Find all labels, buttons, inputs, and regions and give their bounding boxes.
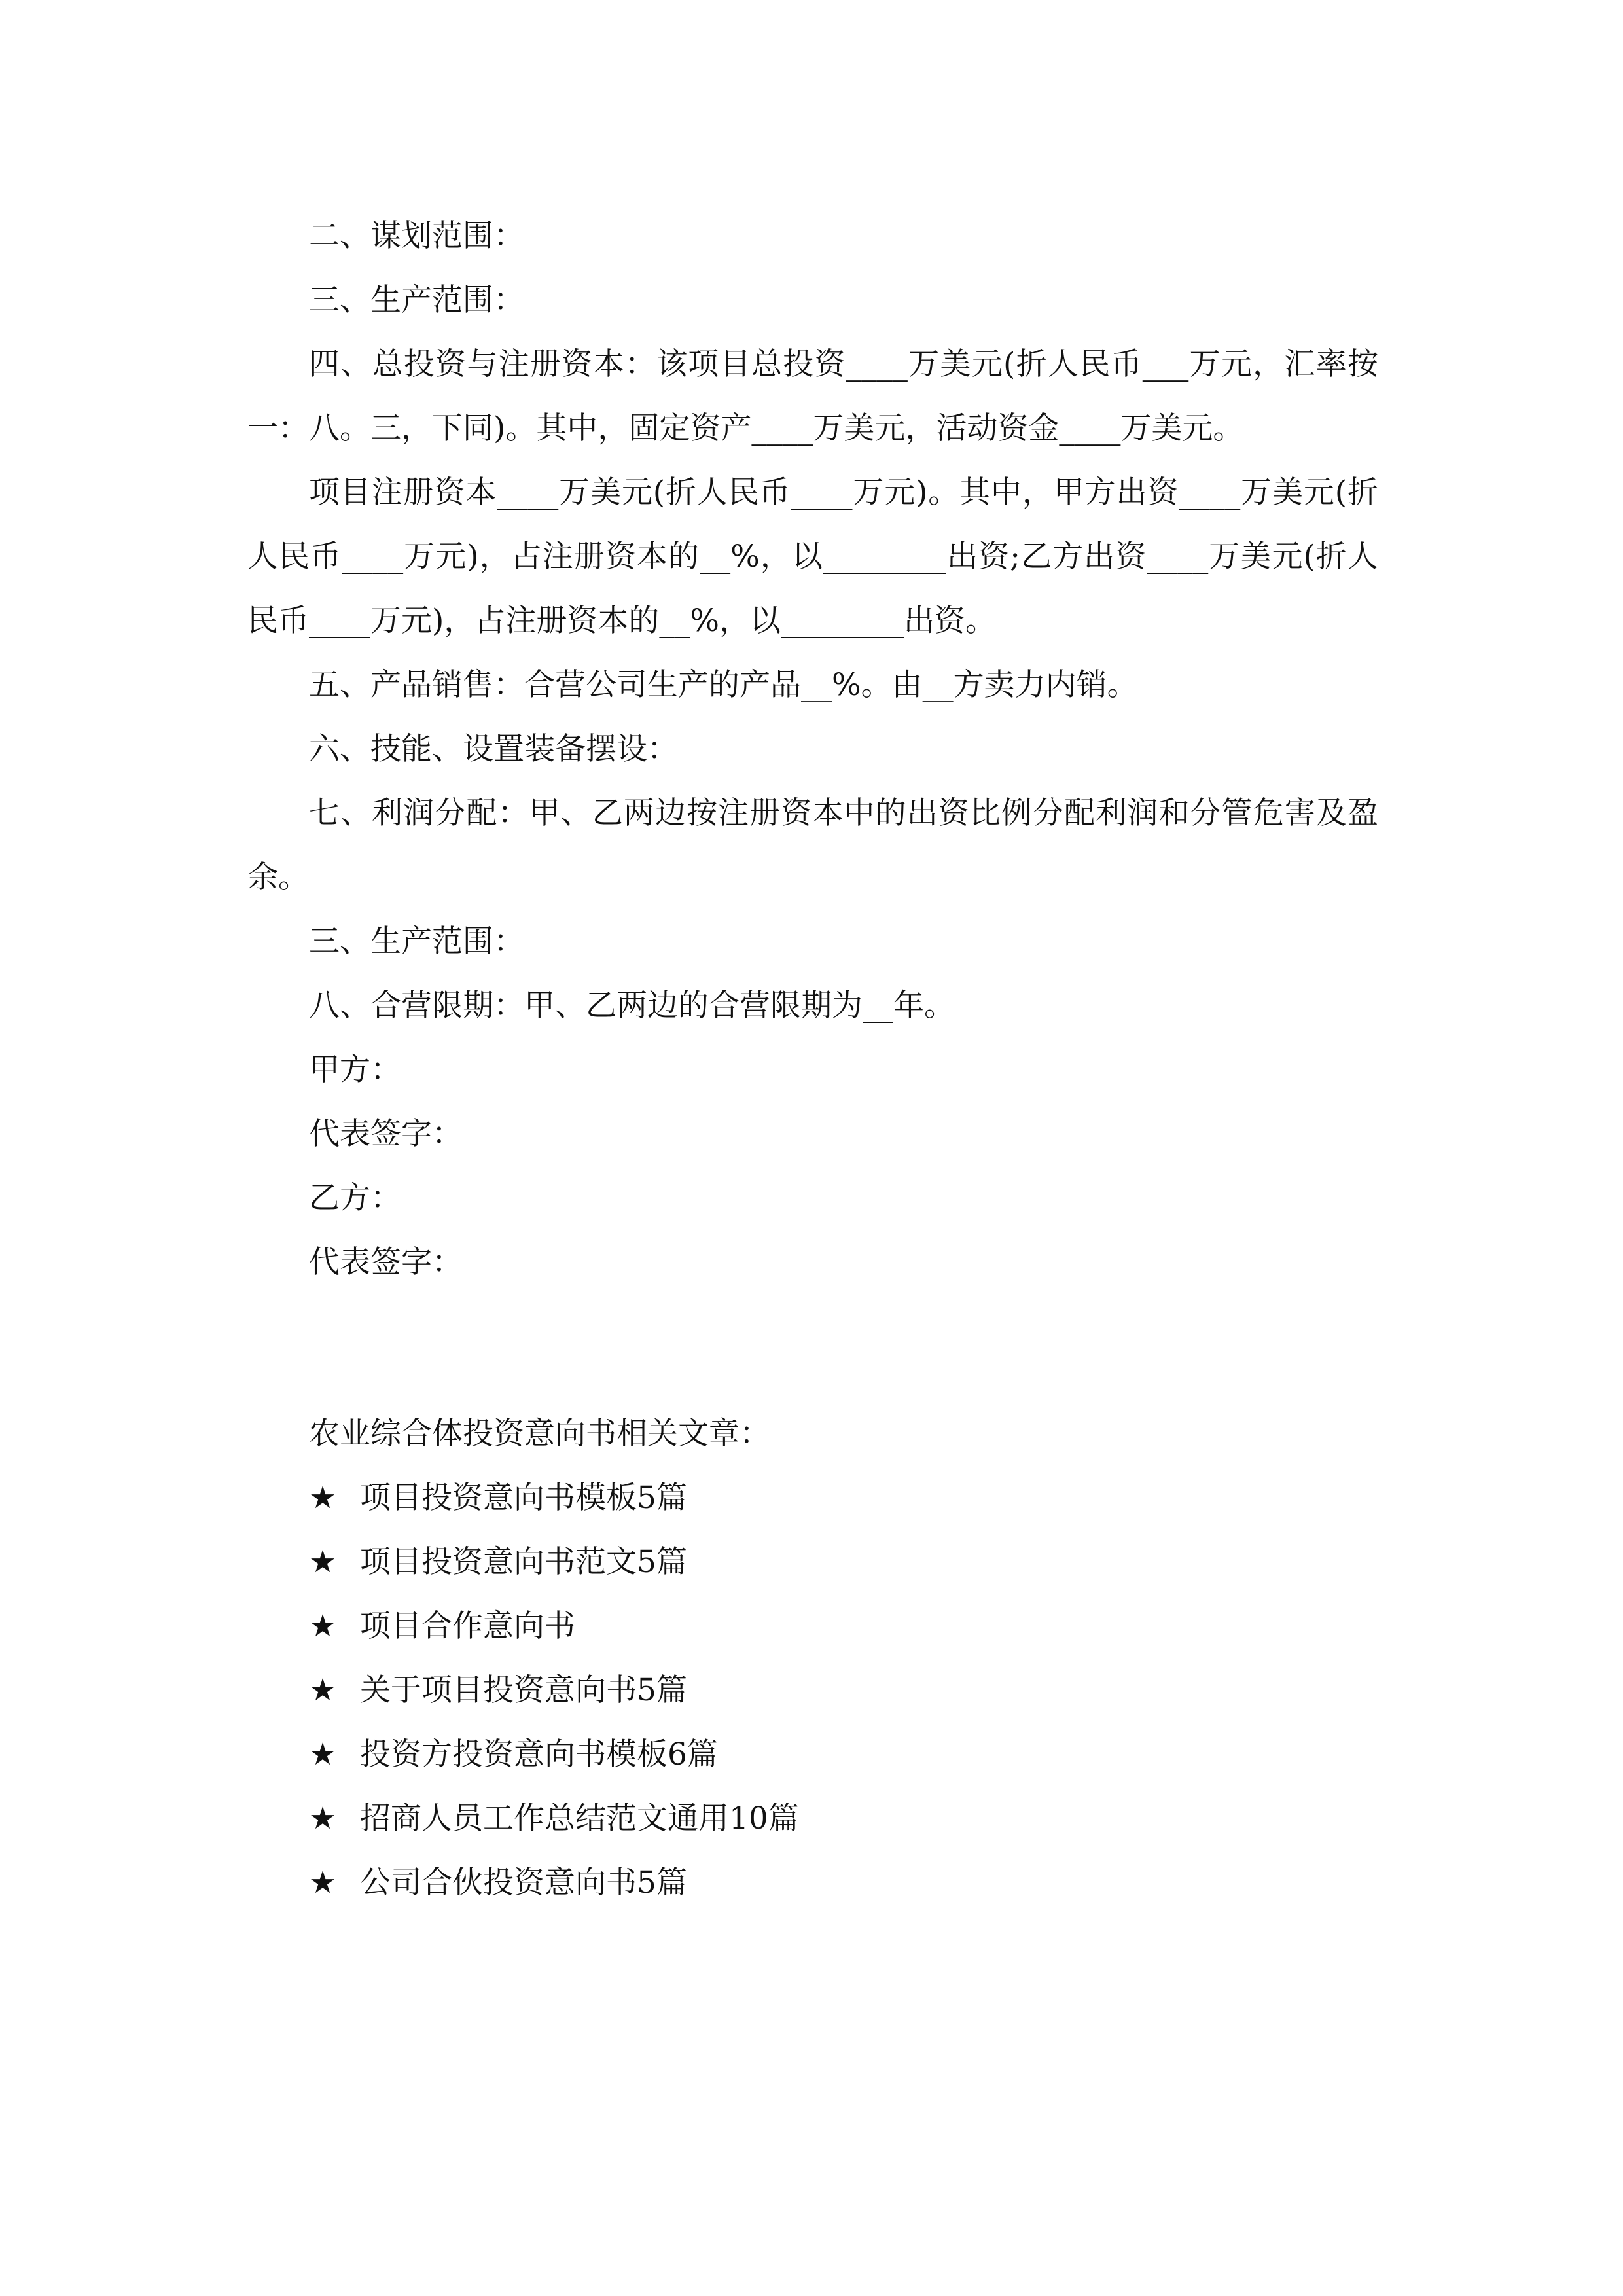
agreement-body [247, 204, 1378, 1295]
star-icon: ★ [309, 1736, 337, 1772]
related-article-item[interactable] [247, 1659, 1378, 1723]
section-profit-distribution: 七、利润分配：甲、乙两边按注册资本中的出资比例分配利润和分管危害及盈余。 [247, 795, 1378, 895]
related-article-item[interactable] [247, 1594, 1378, 1659]
section-business-scope: 二、谋划范围： [309, 218, 524, 254]
section-investment-capital: 四、总投资与注册资本：该项目总投资____万美元(折人民币___万元，汇率按一：八。三，下同)。其中，固定资产____万美元，活动资金____万美元。 [247, 346, 1378, 446]
party-a-label: 甲方： [309, 1052, 401, 1088]
related-articles-title: 农业综合体投资意向书相关文章： [309, 1416, 770, 1452]
star-icon: ★ [309, 1608, 337, 1644]
star-icon: ★ [309, 1544, 337, 1580]
section-registered-capital: 项目注册资本____万美元(折人民币____万元)。其中，甲方出资____万美元(折人民币____万元)，占注册资本的__%，以________出资;乙方出资____万美元(折人民币____万元)，占注册资本的__%，以________出资。 [247, 475, 1378, 639]
related-article-item[interactable] [247, 1530, 1378, 1594]
star-icon: ★ [309, 1480, 337, 1516]
section-technology-equipment: 六、技能、设置装备摆设： [309, 731, 678, 767]
party-b-label: 乙方： [309, 1180, 401, 1216]
related-article-item[interactable] [247, 1466, 1378, 1530]
related-article-link[interactable]: 项目投资意向书模板5篇 [360, 1480, 687, 1516]
party-a-signature-label: 代表签字： [309, 1116, 463, 1152]
section-production-scope: 三、生产范围： [309, 282, 524, 318]
related-article-link[interactable]: 项目投资意向书范文5篇 [360, 1544, 687, 1580]
related-article-link[interactable]: 关于项目投资意向书5篇 [360, 1672, 687, 1708]
related-article-link[interactable]: 公司合伙投资意向书5篇 [360, 1865, 687, 1901]
related-article-link[interactable]: 招商人员工作总结范文通用10篇 [360, 1801, 799, 1837]
section-product-sales: 五、产品销售：合营公司生产的产品__%。由__方卖力内销。 [309, 667, 1138, 703]
star-icon: ★ [309, 1672, 337, 1708]
star-icon: ★ [309, 1865, 337, 1901]
related-article-item[interactable] [247, 1787, 1378, 1851]
related-article-item[interactable] [247, 1723, 1378, 1787]
related-article-link[interactable]: 项目合作意向书 [360, 1608, 575, 1644]
related-articles-list [247, 1466, 1378, 1915]
related-articles [247, 1402, 1378, 1915]
section-production-scope-repeat: 三、生产范围： [309, 924, 524, 960]
party-b-signature-label: 代表签字： [309, 1244, 463, 1280]
related-article-link[interactable]: 投资方投资意向书模板6篇 [360, 1736, 718, 1772]
related-article-item[interactable] [247, 1851, 1378, 1915]
section-joint-venture-term: 八、合营限期：甲、乙两边的合营限期为__年。 [309, 988, 955, 1024]
star-icon: ★ [309, 1801, 337, 1837]
